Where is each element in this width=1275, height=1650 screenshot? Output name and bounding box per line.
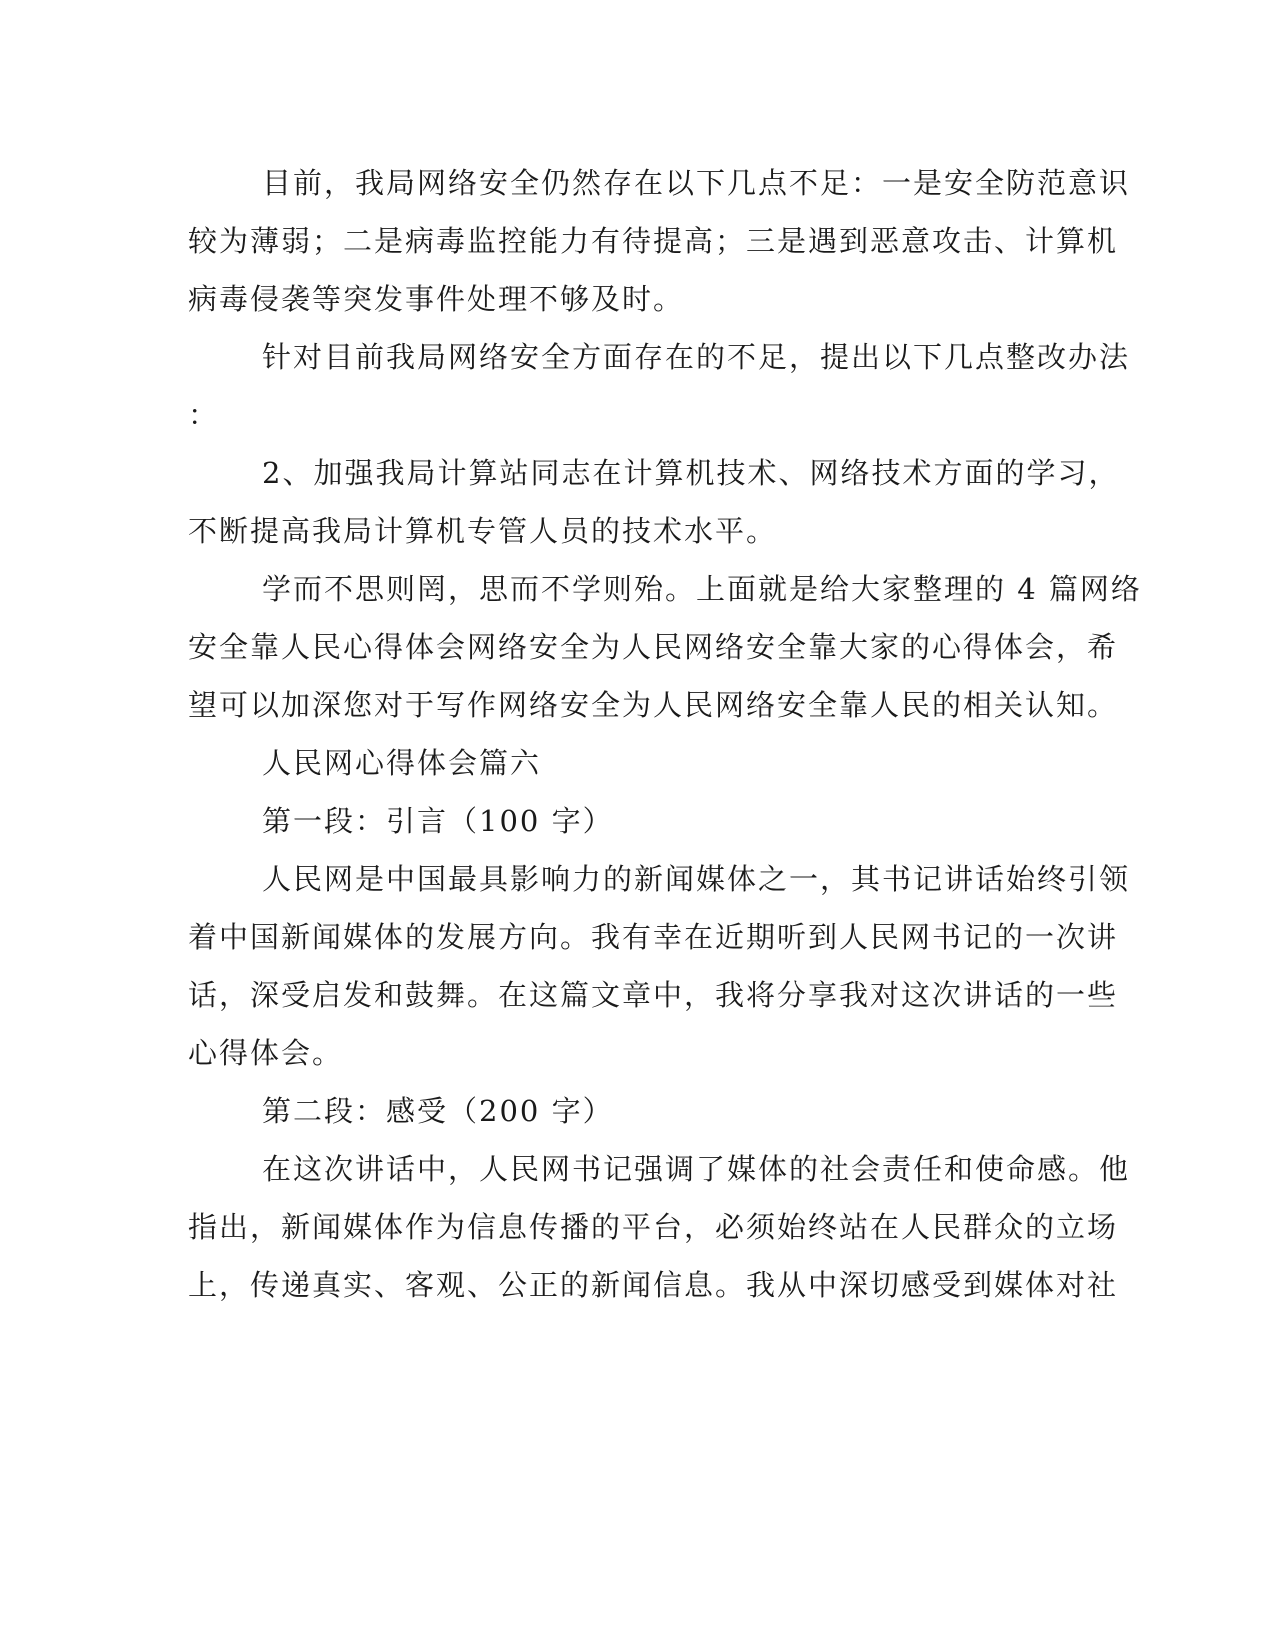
text-line: 目前，我局网络安全仍然存在以下几点不足：一是安全防范意识 (262, 166, 1131, 200)
text-line: ： (188, 398, 220, 432)
text-line: 在这次讲话中，人民网书记强调了媒体的社会责任和使命感。他 (262, 1152, 1131, 1186)
section-heading: 人民网心得体会篇六 (262, 746, 542, 780)
text-line: 着中国新闻媒体的发展方向。我有幸在近期听到人民网书记的一次讲 (188, 920, 1119, 954)
text-line: 心得体会。 (188, 1036, 344, 1070)
text-line: 指出，新闻媒体作为信息传播的平台，必须始终站在人民群众的立场 (188, 1210, 1119, 1244)
text-line: 上，传递真实、客观、公正的新闻信息。我从中深切感受到媒体对社 (188, 1268, 1119, 1302)
paragraph-heading: 第二段：感受（200 字） (262, 1094, 614, 1128)
text-line: 较为薄弱；二是病毒监控能力有待提高；三是遇到恶意攻击、计算机 (188, 224, 1119, 258)
text-line: 人民网是中国最具影响力的新闻媒体之一，其书记讲话始终引领 (262, 862, 1131, 896)
text-line: 安全靠人民心得体会网络安全为人民网络安全靠大家的心得体会，希 (188, 630, 1119, 664)
text-line: 话，深受启发和鼓舞。在这篇文章中，我将分享我对这次讲话的一些 (188, 978, 1119, 1012)
text-line: 望可以加深您对于写作网络安全为人民网络安全靠人民的相关认知。 (188, 688, 1119, 722)
paragraph-heading: 第一段：引言（100 字） (262, 804, 614, 838)
text-line: 学而不思则罔，思而不学则殆。上面就是给大家整理的 4 篇网络 (262, 572, 1142, 606)
text-line: 病毒侵袭等突发事件处理不够及时。 (188, 282, 685, 316)
text-line: 不断提高我局计算机专管人员的技术水平。 (188, 514, 778, 548)
text-line: 2、加强我局计算站同志在计算机技术、网络技术方面的学习， (262, 456, 1120, 490)
text-line: 针对目前我局网络安全方面存在的不足，提出以下几点整改办法 (262, 340, 1131, 374)
